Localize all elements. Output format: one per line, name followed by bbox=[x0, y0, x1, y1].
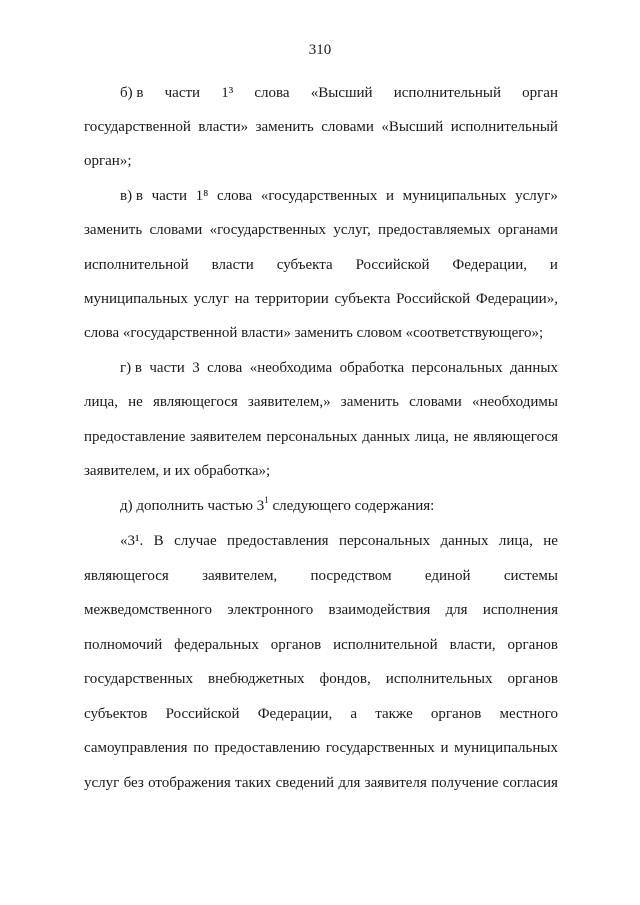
text-line-7 bbox=[84, 290, 558, 308]
word: слова bbox=[207, 360, 243, 376]
word: внебюджетных bbox=[208, 671, 305, 687]
superscript: 1 bbox=[264, 495, 269, 505]
word: государственной bbox=[84, 119, 191, 135]
word: межведомственного bbox=[84, 602, 213, 618]
word: исполнительной bbox=[84, 257, 189, 273]
word: услуг bbox=[84, 775, 120, 791]
word: заменить bbox=[340, 394, 399, 410]
word: заявителем, bbox=[202, 568, 278, 584]
word: субъекта bbox=[276, 257, 333, 273]
word: б) в bbox=[120, 85, 144, 101]
text-line-12: заявителем, и их обработка»; bbox=[84, 463, 271, 479]
word: системы bbox=[503, 568, 558, 584]
word: власти bbox=[211, 257, 254, 273]
word: лица, bbox=[498, 533, 533, 549]
word: государственных bbox=[325, 740, 435, 756]
text-line-21 bbox=[84, 774, 558, 792]
word: обработка bbox=[339, 360, 405, 376]
word: муниципальных bbox=[454, 740, 558, 756]
word: «необходимы bbox=[471, 394, 558, 410]
text-line-10 bbox=[84, 393, 558, 411]
word: услуг bbox=[193, 291, 229, 307]
word: предоставляемых bbox=[378, 222, 491, 238]
word: электронного bbox=[227, 602, 314, 618]
word: не bbox=[128, 394, 143, 410]
word: предоставление bbox=[84, 429, 186, 445]
word: муниципальных bbox=[84, 291, 188, 307]
word: Федерации, bbox=[257, 706, 333, 722]
word: «Высший bbox=[381, 119, 444, 135]
word: словами bbox=[149, 222, 203, 238]
text-line-15 bbox=[84, 567, 558, 585]
word: и bbox=[385, 188, 394, 204]
text-line-13-start: д) дополнить частью 3 bbox=[120, 498, 265, 514]
word: лица, bbox=[84, 394, 118, 410]
word: посредством bbox=[310, 568, 392, 584]
text-line-16 bbox=[84, 601, 558, 619]
word: муниципальных bbox=[402, 188, 507, 204]
word: персональных bbox=[339, 533, 431, 549]
word: без bbox=[123, 775, 144, 791]
word: органами bbox=[497, 222, 558, 238]
word: единой bbox=[424, 568, 471, 584]
word: для bbox=[445, 602, 468, 618]
word: взаимодействия bbox=[328, 602, 431, 618]
word: органов bbox=[430, 706, 482, 722]
word: 1⁸ bbox=[195, 188, 209, 204]
word: государственных bbox=[84, 671, 193, 687]
text-line-13-end: следующего содержания: bbox=[268, 498, 435, 514]
word: самоуправления bbox=[84, 740, 188, 756]
word: власти» bbox=[198, 119, 249, 135]
word: В bbox=[153, 533, 164, 549]
word: Российской bbox=[396, 291, 471, 307]
word: исполнительный bbox=[450, 119, 558, 135]
word: органов bbox=[507, 671, 558, 687]
word: и bbox=[549, 257, 558, 273]
text-line-2 bbox=[84, 118, 558, 136]
text-line-17 bbox=[84, 636, 558, 654]
word: по bbox=[193, 740, 209, 756]
word: согласия bbox=[502, 775, 558, 791]
word: заявителя bbox=[364, 775, 427, 791]
word: власти, bbox=[449, 637, 496, 653]
word: лица, bbox=[414, 429, 449, 445]
word: словами bbox=[409, 394, 462, 410]
word: Федерации», bbox=[475, 291, 558, 307]
word: услуг, bbox=[333, 222, 371, 238]
word: таких bbox=[235, 775, 272, 791]
word: не bbox=[453, 429, 469, 445]
word: части bbox=[164, 85, 201, 101]
text-line-6 bbox=[84, 256, 558, 274]
text-line-4 bbox=[120, 187, 558, 205]
word: заявителем,» bbox=[247, 394, 331, 410]
word: орган bbox=[522, 85, 558, 101]
word: также bbox=[375, 706, 413, 722]
word: являющегося bbox=[473, 429, 558, 445]
word: заменить bbox=[255, 119, 314, 135]
word: Федерации, bbox=[452, 257, 528, 273]
word: для bbox=[338, 775, 361, 791]
word: «3¹. bbox=[120, 533, 144, 549]
text-line-3: орган»; bbox=[84, 153, 132, 169]
page-number: 310 bbox=[308, 42, 332, 58]
text-line-14 bbox=[120, 532, 558, 550]
word: персональных bbox=[411, 360, 503, 376]
word: субъекта bbox=[334, 291, 391, 307]
word: исполнения bbox=[482, 602, 558, 618]
word: местного bbox=[499, 706, 558, 722]
word: заявителем bbox=[190, 429, 262, 445]
word: исполнительных bbox=[385, 671, 493, 687]
word: данных bbox=[440, 533, 489, 549]
word: исполнительной bbox=[333, 637, 438, 653]
word: а bbox=[350, 706, 358, 722]
text-line-9 bbox=[120, 359, 558, 377]
word: данных bbox=[362, 429, 411, 445]
word: предоставления bbox=[227, 533, 329, 549]
text-line-11 bbox=[84, 428, 558, 446]
word: заменить bbox=[84, 222, 143, 238]
word: органов bbox=[270, 637, 322, 653]
word: «государственных bbox=[260, 188, 378, 204]
word: услуг» bbox=[515, 188, 558, 204]
word: являющегося bbox=[84, 568, 169, 584]
word: словами bbox=[321, 119, 374, 135]
word: субъектов bbox=[84, 706, 148, 722]
word: являющегося bbox=[152, 394, 238, 410]
word: и bbox=[440, 740, 449, 756]
word: персональных bbox=[266, 429, 358, 445]
word: территории bbox=[255, 291, 329, 307]
text-line-1 bbox=[120, 84, 558, 102]
word: не bbox=[543, 533, 558, 549]
word: органов bbox=[507, 637, 558, 653]
text-line-20 bbox=[84, 739, 558, 757]
text-line-5 bbox=[84, 221, 558, 239]
word: исполнительный bbox=[393, 85, 501, 101]
word: случае bbox=[174, 533, 217, 549]
word: на bbox=[234, 291, 250, 307]
word: сведений bbox=[275, 775, 335, 791]
word: части bbox=[151, 188, 188, 204]
word: «Высший bbox=[310, 85, 373, 101]
word: «государственных bbox=[209, 222, 327, 238]
word: федеральных bbox=[174, 637, 259, 653]
word: Российской bbox=[165, 706, 240, 722]
text-line-19 bbox=[84, 705, 558, 723]
word: слова bbox=[254, 85, 290, 101]
word: слова bbox=[217, 188, 253, 204]
word: фондов, bbox=[319, 671, 371, 687]
word: «необходима bbox=[249, 360, 333, 376]
word: данных bbox=[510, 360, 558, 376]
word: 1³ bbox=[221, 85, 234, 101]
word: предоставлению bbox=[214, 740, 321, 756]
word: части bbox=[149, 360, 185, 376]
word: 3 bbox=[192, 360, 200, 376]
word: отображения bbox=[148, 775, 231, 791]
word: получение bbox=[431, 775, 499, 791]
word: в) в bbox=[120, 188, 143, 204]
word: Российской bbox=[355, 257, 430, 273]
word: г) в bbox=[120, 360, 142, 376]
text-line-8: слова «государственной власти» заменить словом «соответствующего»; bbox=[84, 325, 544, 341]
text-line-13 bbox=[120, 497, 558, 515]
word: полномочий bbox=[84, 637, 163, 653]
text-line-18 bbox=[84, 670, 558, 688]
